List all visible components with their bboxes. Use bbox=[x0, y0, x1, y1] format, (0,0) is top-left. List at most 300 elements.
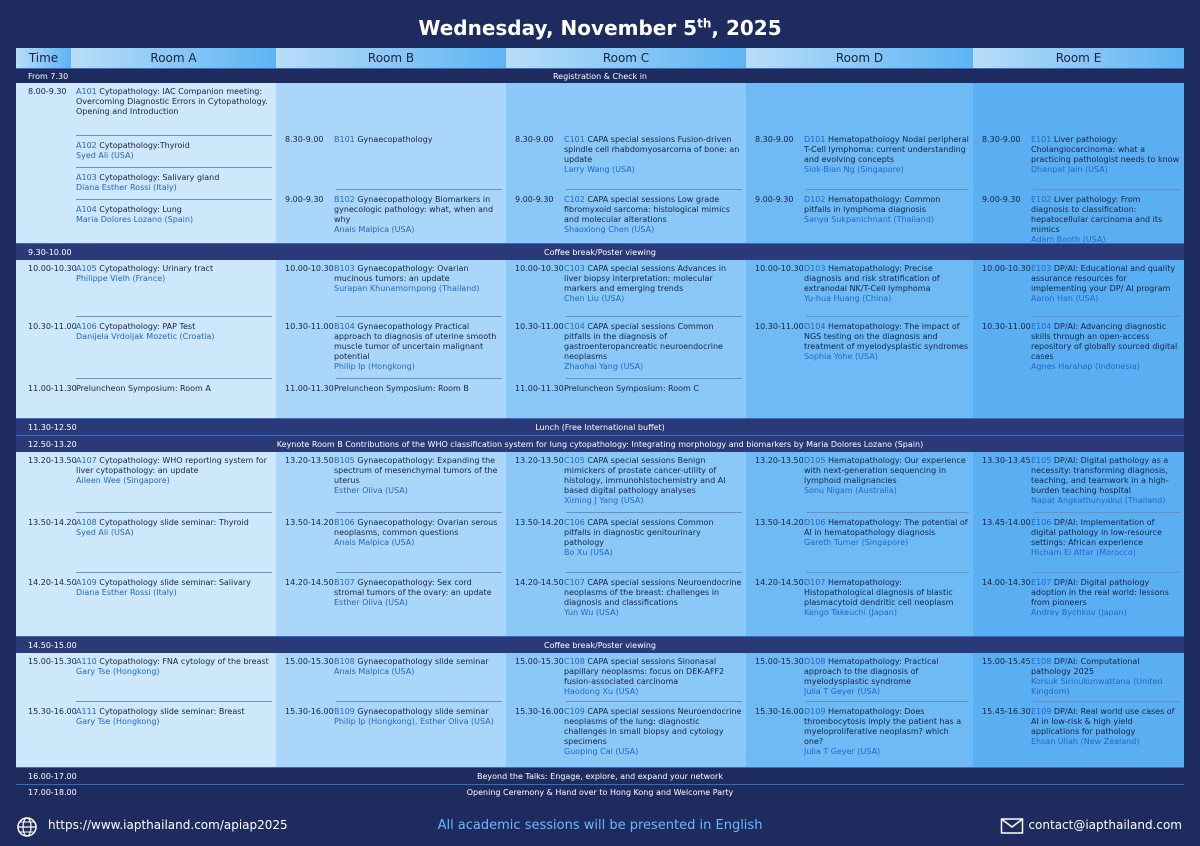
session-time: 14.20-14.50 bbox=[285, 578, 334, 587]
session-time: 15.00-15.30 bbox=[285, 657, 334, 666]
session-title: Hematopathology: Precise diagnosis and risk stratification of extranodal NK/T-Cell lymphoma bbox=[804, 264, 940, 293]
bar-lunch: 11.30-12.50 Lunch (Free International buffet) bbox=[16, 418, 1184, 435]
session-time: 15.45-16.30 bbox=[982, 707, 1031, 716]
session-c104 bbox=[506, 322, 742, 372]
session-title: Cytopathology slide seminar: Thyroid bbox=[99, 518, 249, 527]
session-divider bbox=[1033, 701, 1180, 702]
session-code: D105 bbox=[804, 456, 826, 465]
session-b107 bbox=[276, 578, 502, 608]
session-divider bbox=[76, 701, 272, 702]
session-e104 bbox=[973, 322, 1180, 372]
session-time: 14.00-14.30 bbox=[982, 578, 1031, 587]
footer bbox=[0, 808, 1200, 846]
block1-room-d bbox=[746, 83, 973, 243]
session-speaker: Gareth Turner (Singapore) bbox=[804, 538, 909, 547]
session-speaker: Aaron Han (USA) bbox=[1031, 294, 1099, 303]
session-title: Cytopathology: FNA cytology of the breast bbox=[99, 657, 269, 666]
session-b108 bbox=[276, 657, 502, 677]
session-divider bbox=[566, 512, 742, 513]
session-code: E105 bbox=[1031, 456, 1052, 465]
session-speaker: Zhaohai Yang (USA) bbox=[564, 362, 644, 371]
session-title: Hematopathology: The impact of NGS testing on the diagnosis and treatment of myelodysplastic syndromes bbox=[804, 322, 969, 351]
session-code: D103 bbox=[804, 264, 826, 273]
session-code: A108 bbox=[76, 518, 97, 527]
session-title: Gynaecopathology: Sex cord stromal tumors of the ovary: an update bbox=[334, 578, 492, 597]
session-divider bbox=[336, 316, 502, 317]
session-d107 bbox=[746, 578, 969, 618]
session-d101 bbox=[746, 135, 969, 175]
session-b102 bbox=[276, 195, 502, 235]
session-code: C106 bbox=[564, 518, 585, 527]
session-title: Hematopathology: Our experience with next-generation sequencing in lymphoid malignancies bbox=[804, 456, 966, 485]
session-speaker: Sophia Yohe (USA) bbox=[804, 352, 878, 361]
session-title: CAPA special sessions Common pitfalls in diagnostic genitourinary pathology bbox=[564, 518, 714, 547]
session-code: A106 bbox=[76, 322, 97, 331]
session-e109 bbox=[973, 707, 1180, 747]
session-b104 bbox=[276, 322, 502, 372]
session-code: D104 bbox=[804, 322, 826, 331]
session-title: Hematopathology: Does thrombocytosis imply the patient has a myeloproliferative neoplasm? which one? bbox=[804, 707, 962, 746]
session-code: C107 bbox=[564, 578, 585, 587]
session-time: 10.00-10.30 bbox=[755, 264, 804, 273]
session-time: 15.30-16.00 bbox=[755, 707, 804, 716]
session-title: DP/AI: Computational pathology 2025 bbox=[1031, 657, 1140, 676]
session-divider bbox=[76, 378, 272, 379]
block2-room-d bbox=[746, 260, 973, 418]
session-divider bbox=[566, 701, 742, 702]
session-title: Preluncheon Symposium: Room C bbox=[564, 384, 699, 393]
session-a103 bbox=[16, 173, 272, 193]
session-speaker: Chen Liu (USA) bbox=[564, 294, 625, 303]
session-time: 13.50-14.20 bbox=[285, 518, 334, 527]
session-divider bbox=[336, 189, 502, 190]
session-code: A107 bbox=[76, 456, 97, 465]
session-time: 10.00-10.30 bbox=[285, 264, 334, 273]
session-time: 13.20-13.50 bbox=[28, 456, 77, 465]
session-speaker: Maria Dolores Lozano (Spain) bbox=[76, 215, 194, 224]
session-code: A110 bbox=[76, 657, 97, 666]
session-divider bbox=[76, 512, 272, 513]
session-title: CAPA special sessions Low grade fibromyxoid sarcoma: histological mimics and molecular alterations bbox=[564, 195, 730, 224]
session-code: B108 bbox=[334, 657, 355, 666]
session-title: Hematopathology Nodal peripheral T-Cell lymphoma: current understanding and evolving concepts bbox=[804, 135, 969, 164]
session-time: 11.00-11.30 bbox=[515, 384, 564, 393]
block4-room-e bbox=[973, 653, 1184, 767]
session-code: A109 bbox=[76, 578, 97, 587]
block3-room-c bbox=[506, 452, 746, 636]
session-time: 10.30-11.00 bbox=[755, 322, 804, 331]
session-b101 bbox=[276, 135, 502, 145]
session-time: 8.30-9.00 bbox=[515, 135, 554, 144]
session-time: 13.50-14.20 bbox=[515, 518, 564, 527]
session-speaker: Agnes Harahap (Indonesia) bbox=[1031, 362, 1140, 371]
session-c105 bbox=[506, 456, 742, 506]
session-divider bbox=[1033, 316, 1180, 317]
bar-beyond: 16.00-17.00 Beyond the Talks: Engage, explore, and expand your network bbox=[16, 767, 1184, 784]
session-time: 8.30-9.00 bbox=[755, 135, 794, 144]
session-speaker: Philip Ip (Hongkong) bbox=[334, 362, 415, 371]
session-title: Gynaecopathology slide seminar bbox=[357, 707, 489, 716]
session-a111 bbox=[16, 707, 272, 727]
session-speaker: Andrey Bychkov (Japan) bbox=[1031, 608, 1127, 617]
session-time: 11.00-11.30 bbox=[285, 384, 334, 393]
session-b103 bbox=[276, 264, 502, 294]
session-divider bbox=[566, 378, 742, 379]
session-divider bbox=[566, 189, 742, 190]
session-code: E106 bbox=[1031, 518, 1052, 527]
session-title: CAPA special sessions Common pitfalls in the diagnosis of gastroenteropancreatic neuroendocrine neoplasms bbox=[564, 322, 723, 361]
bar-keynote: 12.50-13.20 Keynote Room B Contributions of the WHO classification system for lung cytopathology: Integrating morphology and biomarkers by Maria Dolores Lozano (Spain) bbox=[16, 435, 1184, 452]
session-divider bbox=[1033, 189, 1180, 190]
session-title: Liver pathology: Cholangiocarcinoma: what a practicing pathologist needs to know bbox=[1031, 135, 1180, 164]
session-code: C108 bbox=[564, 657, 585, 666]
session-divider bbox=[336, 701, 502, 702]
session-time: 10.00-10.30 bbox=[28, 264, 77, 273]
session-a110 bbox=[16, 657, 272, 677]
block3-room-b bbox=[276, 452, 506, 636]
session-code: C102 bbox=[564, 195, 585, 204]
header-room-c: Room C bbox=[506, 48, 746, 68]
session-speaker: Syed Ali (USA) bbox=[76, 528, 134, 537]
session-title: Gynaecopathology: Expanding the spectrum of mesenchymal tumors of the uterus bbox=[334, 456, 498, 485]
session-c101 bbox=[506, 135, 742, 175]
session-divider bbox=[1033, 572, 1180, 573]
session-speaker: Diana Esther Rossi (Italy) bbox=[76, 588, 177, 597]
session-e106 bbox=[973, 518, 1180, 558]
session-code: A101 bbox=[76, 87, 97, 96]
session-title: Gynaecopathology: Ovarian mucinous tumors: an update bbox=[334, 264, 469, 283]
session-c102 bbox=[506, 195, 742, 235]
session-title: CAPA special sessions Sinonasal papillary neoplasms: focus on DEK-AFF2 fusion-associated carcinoma bbox=[564, 657, 725, 686]
session-time: 13.20-13.50 bbox=[285, 456, 334, 465]
session-code: B109 bbox=[334, 707, 355, 716]
block2-room-a bbox=[16, 260, 276, 418]
block4-room-b bbox=[276, 653, 506, 767]
session-divider bbox=[806, 316, 969, 317]
session-title: Gynaecopathology Biomarkers in gynecologic pathology: what, when and why bbox=[334, 195, 494, 224]
session-time: 13.45-14.00 bbox=[982, 518, 1031, 527]
session-time: 10.00-10.30 bbox=[515, 264, 564, 273]
session-speaker: Anais Malpica (USA) bbox=[334, 225, 415, 234]
session-divider bbox=[76, 135, 272, 136]
session-c103 bbox=[506, 264, 742, 304]
block1-room-c bbox=[506, 83, 746, 243]
session-title: Cytopathology: Lung bbox=[99, 205, 182, 214]
session-code: D109 bbox=[804, 707, 826, 716]
session-title: DP/AI: Educational and quality assurance resources for implementing your DP/ AI program bbox=[1031, 264, 1176, 293]
session-time: 9.00-9.30 bbox=[755, 195, 794, 204]
session-code: B104 bbox=[334, 322, 355, 331]
session-title: Hematopathology: Histopathological diagnosis of blastic plasmacytoid dendritic cell neoplasm bbox=[804, 578, 954, 607]
session-speaker: Bo Xu (USA) bbox=[564, 548, 613, 557]
session-code: E108 bbox=[1031, 657, 1052, 666]
session-d105 bbox=[746, 456, 969, 496]
session-time: 9.00-9.30 bbox=[982, 195, 1021, 204]
header-room-b: Room B bbox=[276, 48, 506, 68]
session-title: Cytopathology:Thyroid bbox=[99, 141, 190, 150]
session-e108 bbox=[973, 657, 1180, 697]
session-code: C104 bbox=[564, 322, 585, 331]
header-room-e: Room E bbox=[973, 48, 1184, 68]
session-divider bbox=[336, 572, 502, 573]
session-divider bbox=[336, 512, 502, 513]
session-code: D101 bbox=[804, 135, 826, 144]
session-code: D106 bbox=[804, 518, 826, 527]
session-title: Cytopathology slide seminar: Breast bbox=[99, 707, 245, 716]
session-code: A102 bbox=[76, 141, 97, 150]
session-speaker: Shaoxiong Chen (USA) bbox=[564, 225, 655, 234]
session-speaker: Gary Tse (Hongkong) bbox=[76, 667, 160, 676]
session-code: A104 bbox=[76, 205, 97, 214]
session-divider bbox=[806, 572, 969, 573]
session-d103 bbox=[746, 264, 969, 304]
block2-room-b bbox=[276, 260, 506, 418]
session-d109 bbox=[746, 707, 969, 757]
schedule-grid bbox=[16, 48, 1184, 798]
session-code: A111 bbox=[76, 707, 97, 716]
session-code: B105 bbox=[334, 456, 355, 465]
session-time: 14.20-14.50 bbox=[755, 578, 804, 587]
session-b109 bbox=[276, 707, 502, 727]
session-time: 15.30-16.00 bbox=[515, 707, 564, 716]
header-room-d: Room D bbox=[746, 48, 973, 68]
session-code: E104 bbox=[1031, 322, 1052, 331]
session-time: 15.30-16.00 bbox=[28, 707, 77, 716]
bar-opening: 17.00-18.00 Opening Ceremony & Hand over to Hong Kong and Welcome Party bbox=[16, 784, 1184, 800]
session-divider bbox=[76, 167, 272, 168]
session-title: Preluncheon Symposium: Room A bbox=[76, 384, 211, 393]
session-time: 13.50-14.20 bbox=[755, 518, 804, 527]
session-code: E103 bbox=[1031, 264, 1052, 273]
session-time: 13.20-13.50 bbox=[755, 456, 804, 465]
session-speaker: Esther Oliva (USA) bbox=[334, 486, 408, 495]
session-time: 15.00-15.45 bbox=[982, 657, 1031, 666]
session-title: Hematopathology: The potential of AI in hematopathology diagnosis bbox=[804, 518, 968, 537]
session-code: C103 bbox=[564, 264, 585, 273]
session-speaker: Anais Malpica (USA) bbox=[334, 667, 415, 676]
session-time: 14.20-14.50 bbox=[28, 578, 77, 587]
session-title: Cytopathology: Urinary tract bbox=[99, 264, 214, 273]
session-divider bbox=[76, 316, 272, 317]
session-speaker: Julia T Geyer (USA) bbox=[804, 687, 881, 696]
session-a102 bbox=[16, 141, 272, 161]
session-divider bbox=[76, 572, 272, 573]
session-title: DP/AI: Advancing diagnostic skills through an open-access repository of globally sourced digital cases bbox=[1031, 322, 1178, 361]
block1-room-b bbox=[276, 83, 506, 243]
language-note: All academic sessions will be presented in English bbox=[437, 818, 763, 833]
session-a108 bbox=[16, 518, 272, 538]
session-time: 14.20-14.50 bbox=[515, 578, 564, 587]
session-e101 bbox=[973, 135, 1180, 175]
session-title: CAPA special sessions Neuroendocrine neoplasms of the lung: diagnostic challenges in small biopsy and cytology specimens bbox=[564, 707, 742, 746]
session-title: Cytopathology: Salivary gland bbox=[99, 173, 220, 182]
session-title: Gynaecopathology bbox=[357, 135, 433, 144]
session-speaker: Anais Malpica (USA) bbox=[334, 538, 415, 547]
session-title: DP/AI: Digital pathology adoption in the real world: lessons from pioneers bbox=[1031, 578, 1169, 607]
session-a106 bbox=[16, 322, 272, 342]
bar-registration: From 7.30 Registration & Check in bbox=[16, 68, 1184, 83]
session-title: Cytopathology: IAC Companion meeting: Overcoming Diagnostic Errors in Cytopathology. Opening and Introduction bbox=[76, 87, 268, 116]
session-title: Liver pathology: From diagnosis to classification: hepatocellular carcinoma and its mimics bbox=[1031, 195, 1163, 234]
session-speaker: Napat Angkathunyakul (Thailand) bbox=[1031, 496, 1166, 505]
session-a104 bbox=[16, 205, 272, 225]
email-link[interactable]: contact@iapthailand.com bbox=[1028, 818, 1182, 832]
session-code: D108 bbox=[804, 657, 826, 666]
session-speaker: Guoping Cai (USA) bbox=[564, 747, 639, 756]
session-time: 9.00-9.30 bbox=[515, 195, 554, 204]
session-speaker: Gary Tse (Hongkong) bbox=[76, 717, 160, 726]
session-divider bbox=[806, 701, 969, 702]
session-b106 bbox=[276, 518, 502, 548]
session-code: E101 bbox=[1031, 135, 1052, 144]
session-code: C105 bbox=[564, 456, 585, 465]
session-c109 bbox=[506, 707, 742, 757]
session-divider bbox=[76, 199, 272, 200]
session-time: 13.50-14.20 bbox=[28, 518, 77, 527]
session-a107 bbox=[16, 456, 272, 486]
block4-room-d bbox=[746, 653, 973, 767]
session-title: Gynaecopathology: Ovarian serous neoplasms, common questions bbox=[334, 518, 498, 537]
session-speaker: Haodong Xu (USA) bbox=[564, 687, 639, 696]
session-divider bbox=[336, 378, 502, 379]
session-e105 bbox=[973, 456, 1180, 506]
session-code: B106 bbox=[334, 518, 355, 527]
session-speaker: Siok-Bian Ng (Singapore) bbox=[804, 165, 904, 174]
session-e103 bbox=[973, 264, 1180, 304]
session-code: D102 bbox=[804, 195, 826, 204]
session-e102 bbox=[973, 195, 1180, 243]
session-d102 bbox=[746, 195, 969, 225]
session-code: B107 bbox=[334, 578, 355, 587]
session-code: B103 bbox=[334, 264, 355, 273]
session-title: DP/AI: Digital pathology as a necessity: transforming diagnosis, teaching, and teamwork in a high-burden teaching hospital bbox=[1031, 456, 1169, 495]
session-a107x bbox=[16, 384, 272, 394]
session-title: Gynaecopathology Practical approach to diagnosis of uterine smooth muscle tumor of uncertain malignant potential bbox=[334, 322, 497, 361]
session-time: 15.00-15.30 bbox=[28, 657, 77, 666]
header-time: Time bbox=[16, 48, 71, 68]
bar-coffee-2: 14.50-15.00 Coffee break/Poster viewing bbox=[16, 636, 1184, 653]
session-time: 10.30-11.00 bbox=[982, 322, 1031, 331]
session-time: 13.20-13.50 bbox=[515, 456, 564, 465]
session-time: 15.30-16.00 bbox=[285, 707, 334, 716]
session-time: 8.00-9.30 bbox=[28, 87, 67, 96]
session-cx bbox=[506, 384, 742, 394]
session-divider bbox=[806, 189, 969, 190]
session-time: 11.00-11.30 bbox=[28, 384, 77, 393]
block1-room-e bbox=[973, 83, 1184, 243]
session-d106 bbox=[746, 518, 969, 548]
session-title: CAPA special sessions Benign mimickers of prostate cancer-utility of histology, immunohistochemistry and AI based digital pathology analyses bbox=[564, 456, 726, 495]
session-code: E102 bbox=[1031, 195, 1052, 204]
session-title: Hematopathology: Practical approach to the diagnosis of myelodysplastic syndrome bbox=[804, 657, 939, 686]
session-title: DP/AI: Real world use cases of AI in low-risk & high yield applications for pathology bbox=[1031, 707, 1175, 736]
session-speaker: Larry Wang (USA) bbox=[564, 165, 635, 174]
session-code: B102 bbox=[334, 195, 355, 204]
session-speaker: Korsuk Sirinukunwattana (United Kingdom) bbox=[1031, 677, 1163, 696]
session-code: D107 bbox=[804, 578, 826, 587]
block2-room-c bbox=[506, 260, 746, 418]
header-room-a: Room A bbox=[71, 48, 276, 68]
session-a109 bbox=[16, 578, 272, 598]
session-time: 8.30-9.00 bbox=[982, 135, 1021, 144]
session-c108 bbox=[506, 657, 742, 697]
block1-room-a bbox=[16, 83, 276, 243]
session-speaker: Yu-hua Huang (China) bbox=[804, 294, 892, 303]
session-b105 bbox=[276, 456, 502, 496]
block3-room-e bbox=[973, 452, 1184, 636]
session-a105 bbox=[16, 264, 272, 284]
website-link[interactable]: https://www.iapthailand.com/apiap2025 bbox=[48, 818, 288, 832]
session-title: Cytopathology slide seminar: Salivary bbox=[99, 578, 251, 587]
session-title: Preluncheon Symposium: Room B bbox=[334, 384, 469, 393]
session-c106 bbox=[506, 518, 742, 558]
session-speaker: Adam Booth (USA) bbox=[1031, 235, 1106, 243]
session-time: 13.30-13.45 bbox=[982, 456, 1031, 465]
page-title: Wednesday, November 5th, 2025 bbox=[418, 16, 782, 40]
session-code: A103 bbox=[76, 173, 97, 182]
session-title: Gynaecopathology slide seminar bbox=[357, 657, 489, 666]
session-code: A105 bbox=[76, 264, 97, 273]
session-time: 15.00-15.30 bbox=[515, 657, 564, 666]
session-code: E107 bbox=[1031, 578, 1052, 587]
block3-room-a bbox=[16, 452, 276, 636]
session-speaker: Esther Oliva (USA) bbox=[334, 598, 408, 607]
session-time: 10.30-11.00 bbox=[28, 322, 77, 331]
block2-room-e bbox=[973, 260, 1184, 418]
session-speaker: Aileen Wee (Singapore) bbox=[76, 476, 170, 485]
session-code: C109 bbox=[564, 707, 585, 716]
session-code: C101 bbox=[564, 135, 585, 144]
session-title: Cytopathology: PAP Test bbox=[99, 322, 196, 331]
session-divider bbox=[1033, 512, 1180, 513]
session-time: 10.30-11.00 bbox=[515, 322, 564, 331]
block3-room-d bbox=[746, 452, 973, 636]
session-c107 bbox=[506, 578, 742, 618]
bar-coffee-1: 9.30-10.00 Coffee break/Poster viewing bbox=[16, 243, 1184, 260]
session-speaker: Yun Wu (USA) bbox=[564, 608, 619, 617]
session-title: Cytopathology: WHO reporting system for liver cytopathology: an update bbox=[76, 456, 267, 475]
mail-icon bbox=[1000, 816, 1024, 836]
session-title: CAPA special sessions Advances in liver biopsy interpretation: molecular markers and emerging trends bbox=[564, 264, 727, 293]
session-time: 10.30-11.00 bbox=[285, 322, 334, 331]
session-speaker: Sonu Nigam (Australia) bbox=[804, 486, 897, 495]
session-speaker: Philippe Vielh (France) bbox=[76, 274, 166, 283]
session-speaker: Syed Ali (USA) bbox=[76, 151, 134, 160]
session-code: B101 bbox=[334, 135, 355, 144]
session-speaker: Philip Ip (Hongkong), Esther Oliva (USA) bbox=[334, 717, 494, 726]
session-title: CAPA special sessions Fusion-driven spindle cell rhabdomyosarcoma of bone: an update bbox=[564, 135, 740, 164]
session-time: 9.00-9.30 bbox=[285, 195, 324, 204]
session-time: 8.30-9.00 bbox=[285, 135, 324, 144]
session-time: 15.00-15.30 bbox=[755, 657, 804, 666]
session-title: DP/AI: Implementation of digital pathology in low-resource settings: African experience bbox=[1031, 518, 1162, 547]
session-speaker: Hicham El Attar (Morocco) bbox=[1031, 548, 1136, 557]
session-time: 10.00-10.30 bbox=[982, 264, 1031, 273]
session-speaker: Dhanpat Jain (USA) bbox=[1031, 165, 1108, 174]
session-speaker: Kengo Takeuchi (Japan) bbox=[804, 608, 897, 617]
session-d104 bbox=[746, 322, 969, 362]
session-divider bbox=[566, 572, 742, 573]
session-bx bbox=[276, 384, 502, 394]
session-speaker: Sanya Sukpanichnant (Thailand) bbox=[804, 215, 935, 224]
session-speaker: Danijela Vrdoljak Mozetic (Croatia) bbox=[76, 332, 215, 341]
session-e107 bbox=[973, 578, 1180, 618]
session-title: Hematopathology: Common pitfalls in lymphoma diagnosis bbox=[804, 195, 941, 214]
session-speaker: Surapan Khunamornpong (Thailand) bbox=[334, 284, 480, 293]
session-speaker: Ximing J Yang (USA) bbox=[564, 496, 644, 505]
block4-room-c bbox=[506, 653, 746, 767]
session-speaker: Diana Esther Rossi (Italy) bbox=[76, 183, 177, 192]
